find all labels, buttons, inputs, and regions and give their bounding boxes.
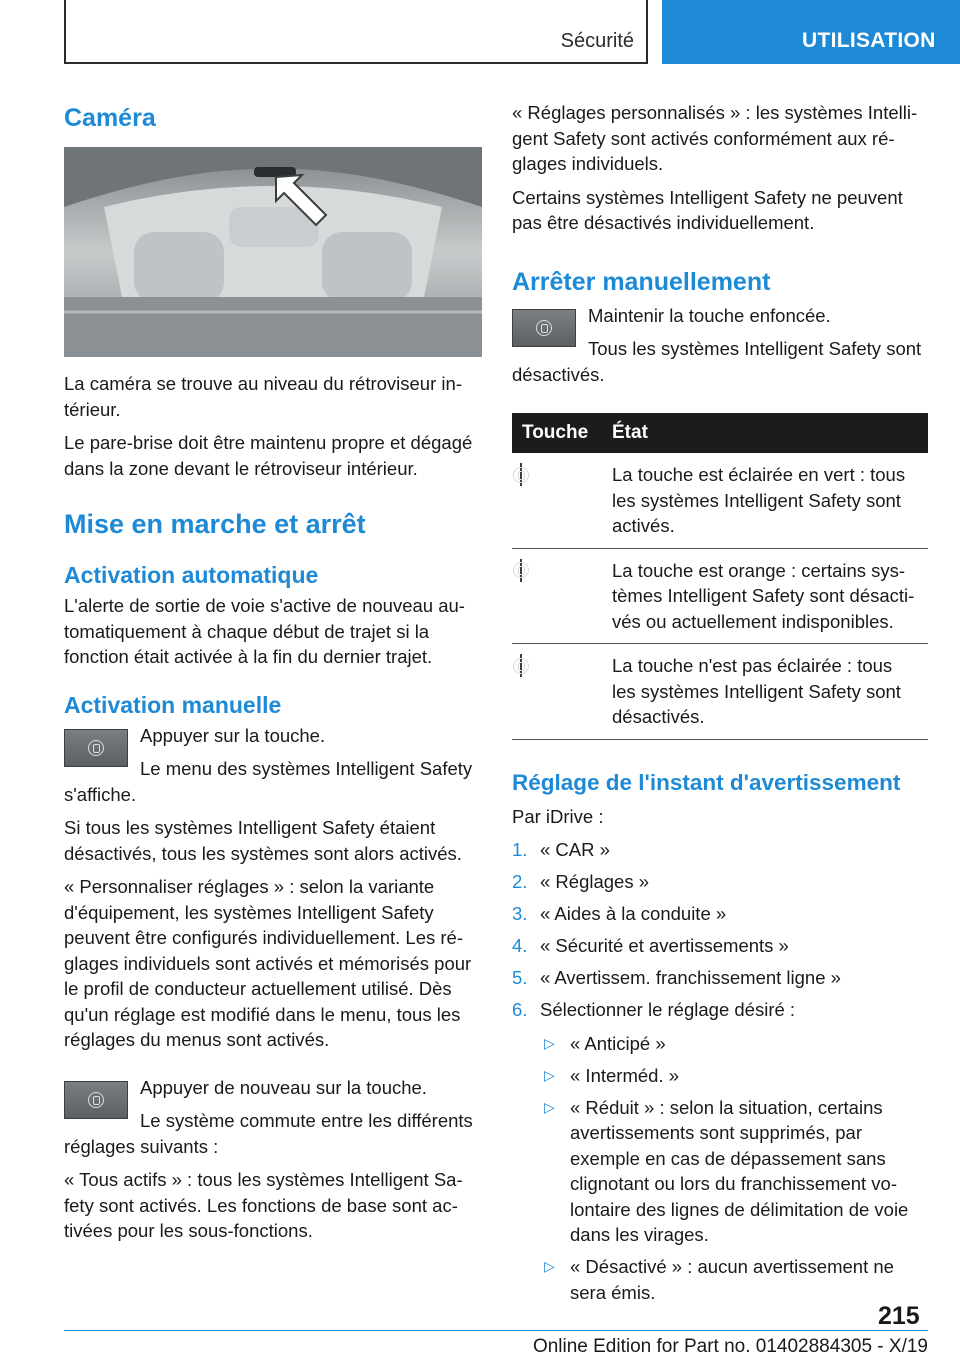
list-item: ▷ « Désactivé » : aucun avertissement ne sera émis. bbox=[544, 1256, 894, 1303]
list-item: ▷ « Réduit » : selon la situation, certains avertissements sont supprimés, par exemple en cas de dépassement sans clignotant ou lors du franchissement volontaire des lignes de délimitation de voie dans les virages. bbox=[544, 1096, 909, 1245]
stop-heading: Arrêter manuellement bbox=[512, 267, 771, 296]
list-item: 6. Sélectionner le réglage désiré : ▷ « Anticipé » ▷ « Interméd. » ▷ « Réduit » : selon la situation, certains avertissements sont supprimés, par exemple en cas de dépassement sans clignotant ou lors du franchissement volontaire des lignes de délimitation de voie dans les virages. ▷ « Désactivé » : aucun avertissement ne sera émis. bbox=[512, 997, 930, 1305]
button-orange-icon bbox=[520, 559, 522, 582]
perso-paragraph-1: « Réglages personnalisés » : les systèmes Intelligent Safety sont activés conformément aux réglages individuels. bbox=[512, 102, 918, 174]
setting-options bbox=[540, 1031, 930, 1306]
warning-time-heading: Réglage de l'instant d'avertissement bbox=[512, 769, 901, 795]
camera-heading: Caméra bbox=[64, 104, 156, 132]
intelligent-safety-button-icon bbox=[64, 1081, 128, 1119]
list-item: 2. « Réglages » bbox=[512, 871, 650, 892]
footer-divider bbox=[64, 1330, 928, 1331]
auto-paragraph: L'alerte de sortie de voie s'active de nouveau automatiquement à chaque début de trajet si la fonction était activée à la fin du dernier trajet. bbox=[64, 595, 465, 667]
list-item: ▷ « Anticipé » bbox=[540, 1031, 930, 1057]
camera-paragraph-2: Le pare-brise doit être maintenu propre et dégagé dans la zone devant le rétroviseur intérieur. bbox=[64, 432, 473, 479]
header-chapter-box bbox=[662, 0, 960, 64]
camera-photo bbox=[64, 147, 482, 357]
manual-paragraph-3: Si tous les systèmes Intelligent Safety étaient désactivés, tous les systèmes sont alors activés. bbox=[64, 817, 462, 864]
list-item: 4. « Sécurité et avertissements » bbox=[512, 935, 789, 956]
table-cell-state: La touche est éclairée en vert : tous les systèmes Intelligent Safety sont activés. bbox=[602, 453, 928, 548]
perso-paragraph-2: Certains systèmes Intelligent Safety ne peuvent pas être désactivés individuellement. bbox=[512, 186, 903, 233]
header-chapter-title: UTILISATION bbox=[802, 29, 936, 52]
idrive-label: Par iDrive : bbox=[512, 805, 604, 827]
stop-paragraph-1: Maintenir la touche enfoncée. bbox=[588, 304, 831, 326]
triangle-bullet-icon: ▷ bbox=[544, 1098, 555, 1115]
button-state-table bbox=[512, 413, 928, 740]
again-block bbox=[64, 1075, 482, 1160]
header-section-title: Sécurité bbox=[560, 30, 634, 52]
table-header-state: État bbox=[602, 413, 928, 453]
again-paragraph-2: Le système commute entre les différents réglages suivants : bbox=[64, 1110, 473, 1157]
button-off-icon bbox=[520, 654, 522, 677]
header-section-box bbox=[64, 0, 648, 64]
manual-block bbox=[64, 723, 482, 808]
list-item: 1. « CAR » bbox=[512, 839, 610, 860]
footer-edition: Online Edition for Part no. 01402884305 - X/19 bbox=[532, 1336, 928, 1357]
manual-paragraph-4: « Personnaliser réglages » : selon la variante d'équipement, les systèmes Intelligent Safety peuvent être configurés individuellement. Les réglages individuels sont activés et mémorisés pour le profil de conducteur actuellement utilisé. Dès qu'un réglage est modifié dans le menu, tous les réglages du menus sont activés. bbox=[64, 876, 472, 1050]
idrive-steps bbox=[512, 837, 930, 1305]
again-paragraph-3: « Tous actifs » : tous les systèmes Intelligent Safety sont activés. Les fonctions de base sont activées pour les sous-fonctions. bbox=[64, 1169, 463, 1241]
manual-heading: Activation manuelle bbox=[64, 691, 282, 718]
button-green-icon bbox=[520, 463, 522, 486]
auto-heading: Activation automatique bbox=[64, 562, 319, 588]
list-item: 3. « Aides à la conduite » bbox=[512, 903, 727, 924]
intelligent-safety-button-icon bbox=[512, 309, 576, 347]
table-cell-state: La touche est orange : certains systèmes Intelligent Safety sont désactivés ou actuellement indisponibles. bbox=[602, 548, 928, 644]
intelligent-safety-button-icon bbox=[64, 729, 128, 767]
table-row bbox=[512, 644, 928, 740]
left-column bbox=[64, 96, 482, 1252]
onoff-heading: Mise en marche et arrêt bbox=[64, 509, 366, 539]
manual-paragraph-2: Le menu des systèmes Intelligent Safety s'affiche. bbox=[64, 758, 473, 805]
table-cell-state: La touche n'est pas éclairée : tous les systèmes Intelligent Safety sont désactivés. bbox=[602, 644, 928, 740]
triangle-bullet-icon: ▷ bbox=[544, 1066, 555, 1083]
again-paragraph-1: Appuyer de nouveau sur la touche. bbox=[140, 1076, 427, 1098]
stop-block bbox=[512, 303, 930, 388]
page-number: 215 bbox=[878, 1302, 920, 1330]
list-item: 5. « Avertissem. franchissement ligne » bbox=[512, 967, 841, 988]
right-column bbox=[512, 96, 930, 1312]
triangle-bullet-icon: ▷ bbox=[544, 1258, 555, 1274]
camera-paragraph-1: La caméra se trouve au niveau du rétroviseur intérieur. bbox=[64, 373, 462, 420]
table-header-row bbox=[512, 413, 928, 453]
manual-paragraph-1: Appuyer sur la touche. bbox=[140, 724, 326, 746]
table-header-key: Touche bbox=[512, 413, 602, 453]
list-item: ▷ « Interméd. » bbox=[540, 1063, 930, 1089]
table-row bbox=[512, 453, 928, 548]
stop-paragraph-2: Tous les systèmes Intelligent Safety sont désactivés. bbox=[512, 338, 922, 385]
triangle-bullet-icon: ▷ bbox=[544, 1034, 555, 1051]
table-row bbox=[512, 548, 928, 644]
